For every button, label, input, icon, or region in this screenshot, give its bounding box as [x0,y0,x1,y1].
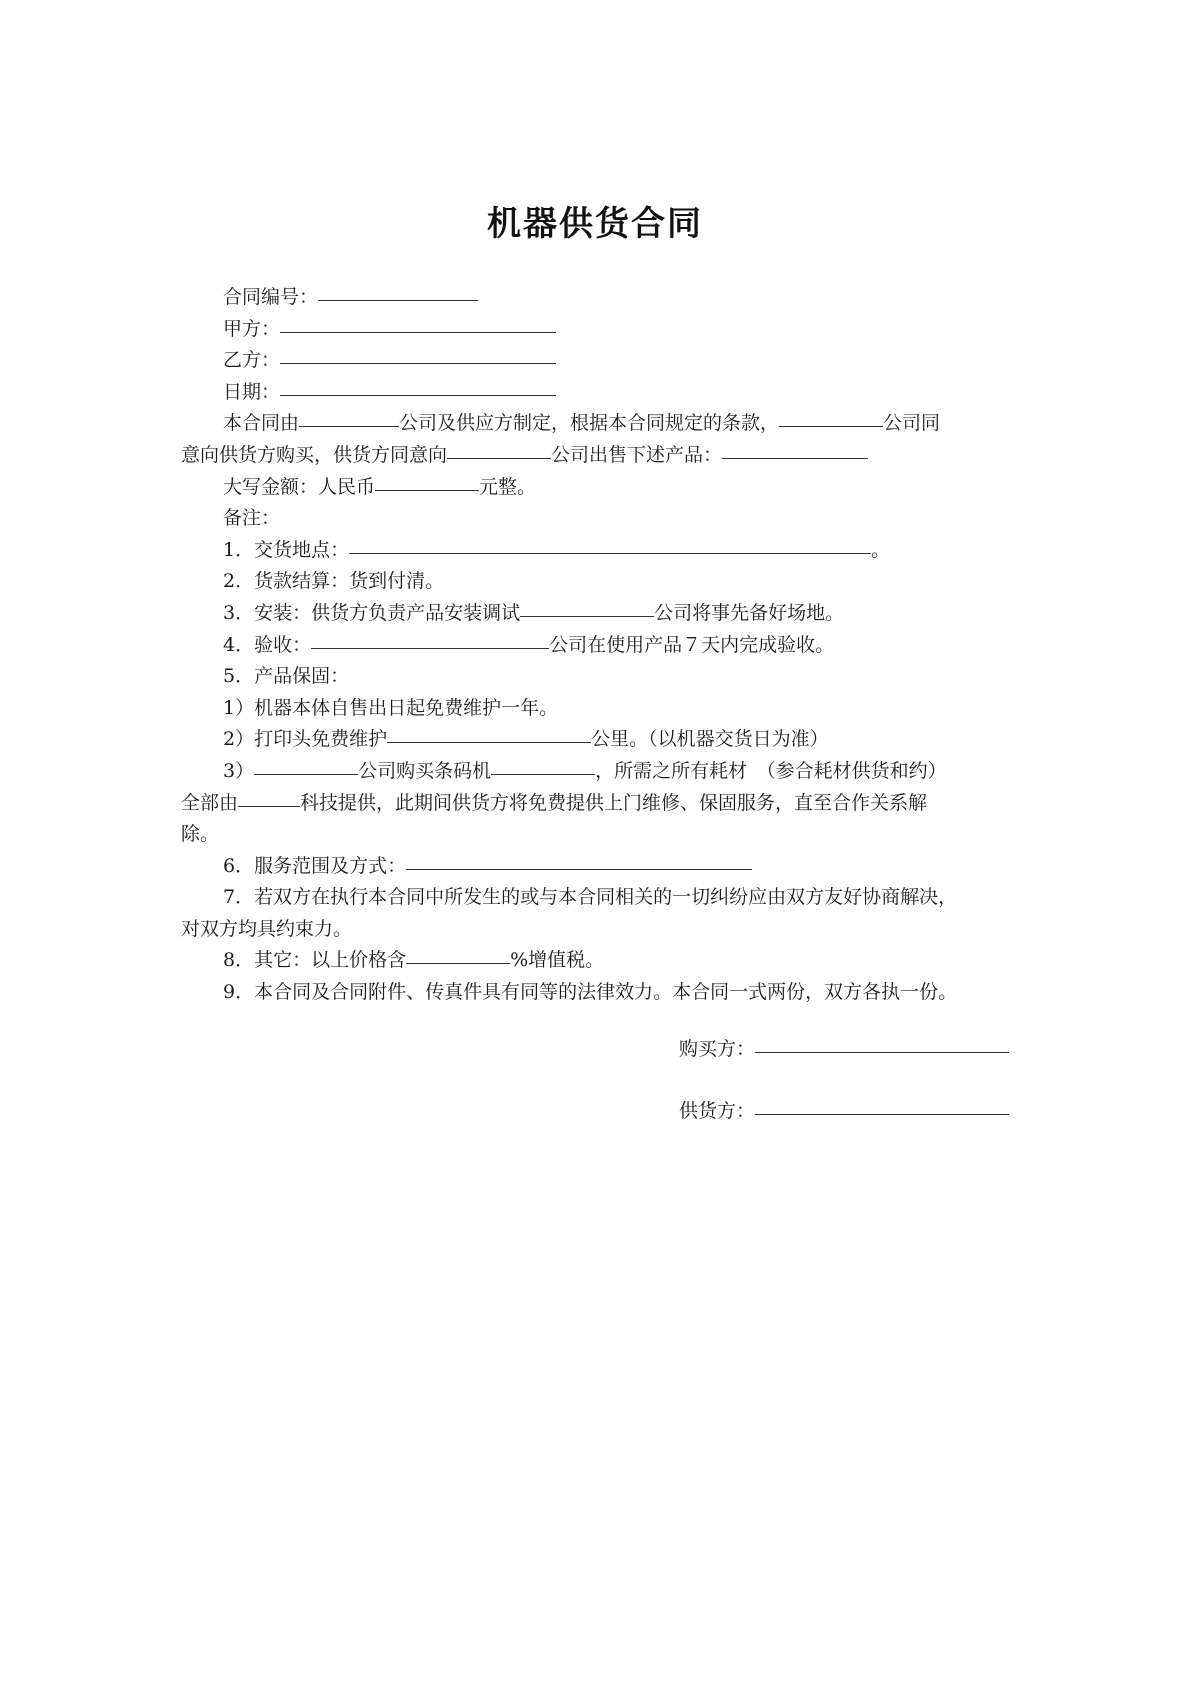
item-text: 公司在使用产品７天内完成验收。 [549,633,835,656]
item-text: 公司购买条码机 [358,759,492,782]
item-text: 6．服务范围及方式： [223,854,407,877]
intro-text: 公司及供应方制定，根据本合同规定的条款， [399,412,780,435]
item-disputes-line-1: 7．若双方在执行本合同中所发生的或与本合同相关的一切纠纷应由双方友好协商解决， [223,886,958,909]
acceptance-company-blank[interactable] [311,647,549,649]
item-text: 2）打印头免费维护 [223,728,388,751]
remarks-label: 备注： [223,507,281,530]
buyer-signature-line [679,1034,1009,1061]
amount-line [181,472,1011,504]
item-payment: 2．货款结算：货到付清。 [223,570,445,593]
amount-suffix: 元整。 [479,475,537,498]
party-a-label: 甲方： [223,317,281,340]
item-text: %增值税。 [510,949,605,972]
intro-text: 意向供货方购买，供货方同意向 [181,443,448,466]
buyer-label: 购买方： [679,1038,756,1060]
intro-text: 公司出售下述产品： [551,443,723,466]
intro-line-2 [181,440,1011,472]
item-text: 公里。（以机器交货日为准） [591,728,829,751]
company-blank[interactable] [779,425,883,427]
product-blank[interactable] [722,457,868,459]
warranty-sub-3-line-2 [181,788,1011,820]
intro-text: 本合同由 [223,412,300,435]
item-validity: 9．本合同及合同附件、传真件具有同等的法律效力。本合同一式两份，双方各执一份。 [223,981,958,1004]
party-b-blank[interactable] [280,362,556,364]
contract-number-line [181,282,1011,314]
amount-label: 大写金额：人民币 [223,475,376,498]
item-delivery-location [181,535,1011,567]
item-other [181,945,1011,977]
item-acceptance [181,630,1011,662]
item-text: 。 [871,538,891,561]
item-installation [181,598,1011,630]
contract-number-blank[interactable] [318,299,478,301]
delivery-location-blank[interactable] [349,552,871,554]
party-a-blank[interactable] [280,331,556,333]
item-text: ，所需之所有耗材 （参合耗材供货和约） [595,759,947,782]
item-text: 1．交货地点： [223,538,350,561]
document-body [181,282,1011,1009]
item-text: 公司将事先备好场地。 [654,601,845,624]
installation-company-blank[interactable] [520,615,654,617]
warranty-sub-3-line-1 [181,756,1011,788]
contract-number-label: 合同编号： [223,286,319,308]
date-blank[interactable] [280,394,556,396]
tech-company-blank[interactable] [238,805,300,807]
buyer-company-blank[interactable] [254,773,358,775]
item-text: 8．其它：以上价格含 [223,949,407,972]
intro-text: 公司同 [883,412,941,435]
company-blank[interactable] [299,425,399,427]
item-text: 科技提供，此期间供货方将免费提供上门维修、保固服务，直至合作关系解 [300,791,928,814]
warranty-sub-1: 1）机器本体自售出日起免费维护一年。 [223,696,559,719]
document-title: 机器供货合同 [487,204,703,244]
item-warranty: 5．产品保固： [223,665,350,688]
item-text: 3．安装：供货方负责产品安装调试 [223,601,521,624]
item-service-scope [181,851,1011,883]
barcode-machine-blank[interactable] [491,773,595,775]
item-text: 全部由 [181,791,239,814]
amount-blank[interactable] [375,489,479,491]
buyer-signature-blank[interactable] [755,1051,1009,1053]
item-text: 3） [223,759,255,782]
supplier-signature-line [679,1096,1009,1123]
party-a-line [181,314,1011,346]
printhead-distance-blank[interactable] [387,741,591,743]
company-blank[interactable] [447,457,551,459]
date-line [181,377,1011,409]
item-text: 4．验收： [223,633,312,656]
party-b-line [181,345,1011,377]
vat-rate-blank[interactable] [406,962,510,964]
party-b-label: 乙方： [223,349,281,372]
supplier-signature-blank[interactable] [755,1113,1009,1115]
supplier-label: 供货方： [679,1100,756,1122]
item-disputes-line-2: 对双方均具约束力。 [181,917,353,940]
warranty-sub-2 [181,724,1011,756]
intro-line-1 [181,408,1011,440]
warranty-sub-3-line-3: 除。 [181,823,220,846]
date-label: 日期： [223,380,281,403]
service-scope-blank[interactable] [406,868,752,870]
